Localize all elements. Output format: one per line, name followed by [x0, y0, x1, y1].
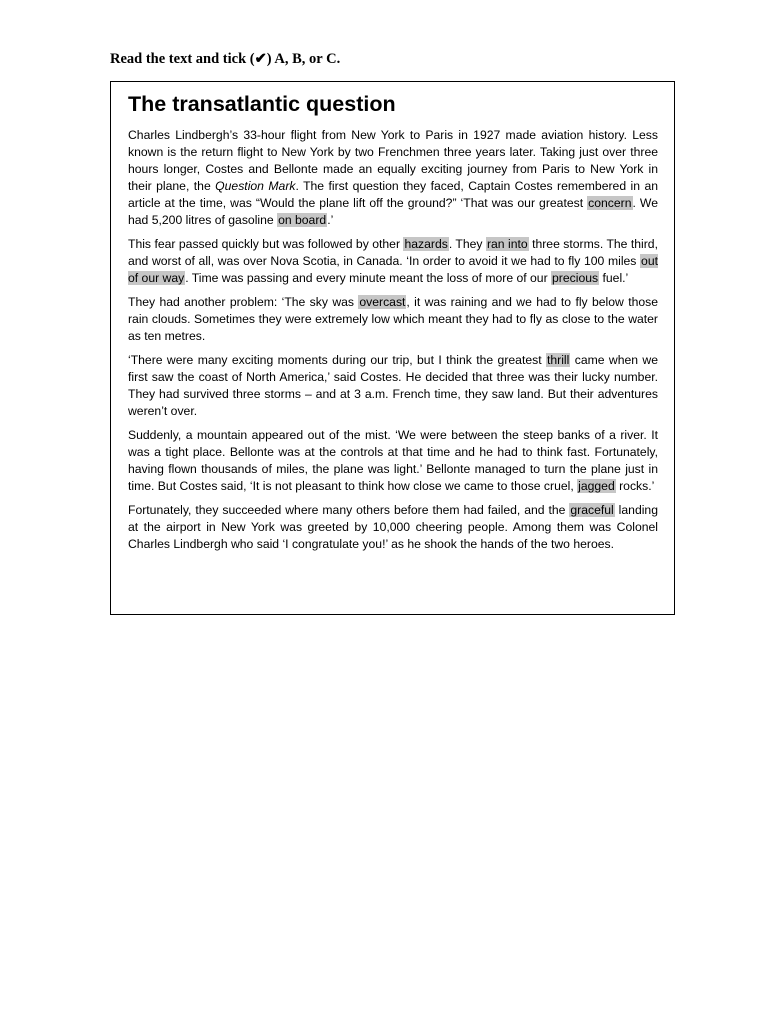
text-segment: Charles Lindbergh’s 33-hour flight from New York to Paris in 1927 made aviation history. Less known is the return flight to New York by two Frenchmen three years later. Taking just over three hours longer, Costes and Bellonte made an equally exciting journey from Paris to New York in their plane, the [128, 128, 658, 193]
highlight-concern: concern [588, 196, 632, 210]
paragraph-2 [128, 236, 658, 287]
instruction-text [110, 51, 340, 68]
text-segment: rocks.’ [615, 479, 655, 493]
highlight-out-of-our-way: out of our way [128, 254, 658, 285]
text-segment: Suddenly, a mountain appeared out of the mist. ‘We were between the steep banks of a river. It was a tight place. Bellonte was at the controls at that time and he had to think fast. Fortunately, having flown thousands of miles, the plane was light.’ Bellonte managed to turn the plane just in time. But Costes said, ‘It is not pleasant to think how close we came to those cruel, [128, 428, 658, 493]
highlight-precious: precious [552, 271, 599, 285]
paragraph-6 [128, 502, 658, 553]
instruction-before: Read the text and tick ( [110, 51, 255, 67]
text-segment: . Time was passing and every minute meant the loss of more of our [185, 271, 552, 285]
paragraph-1 [128, 127, 658, 229]
text-segment: They had another problem: ‘The sky was [128, 295, 359, 309]
text-segment: ‘There were many exciting moments during our trip, but I think the greatest [128, 353, 546, 367]
text-segment: .’ [327, 213, 334, 227]
paragraph-4 [128, 352, 658, 420]
text-segment: . They [448, 237, 486, 251]
text-segment: Fortunately, they succeeded where many others before them had failed, and the [128, 503, 570, 517]
paragraph-3 [128, 294, 658, 345]
highlight-ran-into: ran into [486, 237, 528, 251]
highlight-hazards: hazards [404, 237, 448, 251]
text-segment: came when we first saw the coast of North America,’ said Costes. He decided that three was their lucky number. They had survived three storms – and at 3 a.m. French time, they saw land. But their adventures weren’t over. [128, 353, 658, 418]
text-segment: , it was raining and we had to fly below those rain clouds. Sometimes they were extremely low which meant they had to fly as close to the water as ten metres. [128, 295, 659, 343]
text-segment: . We had 5,200 litres of gasoline [128, 196, 658, 227]
text-segment: This fear passed quickly but was followed by other [128, 237, 404, 251]
tick-icon: ✔ [254, 51, 267, 67]
reading-passage-box [110, 81, 675, 615]
highlight-on-board: on board [278, 213, 327, 227]
text-segment: . The first question they faced, Captain Costes remembered in an article at the time, was “Would the plane lift off the ground?” ‘That was our greatest [128, 179, 659, 210]
highlight-thrill: thrill [546, 353, 570, 367]
text-segment: landing at the airport in New York was greeted by 10,000 cheering people. Among them was Colonel Charles Lindbergh who said ‘I congratulate you!’ as he shook the hands of the two heroes. [128, 503, 658, 551]
highlight-graceful: graceful [570, 503, 614, 517]
instruction-after: ) A, B, or C. [266, 51, 341, 67]
article-title: The transatlantic question [128, 92, 396, 116]
paragraph-5 [128, 427, 658, 495]
plane-name: Question Mark [215, 179, 296, 193]
highlight-overcast: overcast [359, 295, 406, 309]
text-segment: fuel.’ [599, 271, 629, 285]
highlight-jagged: jagged [578, 479, 615, 493]
text-segment: three storms. The third, and worst of all, was over Nova Scotia, in Canada. ‘In order to avoid it we had to fly 100 miles [128, 237, 658, 268]
